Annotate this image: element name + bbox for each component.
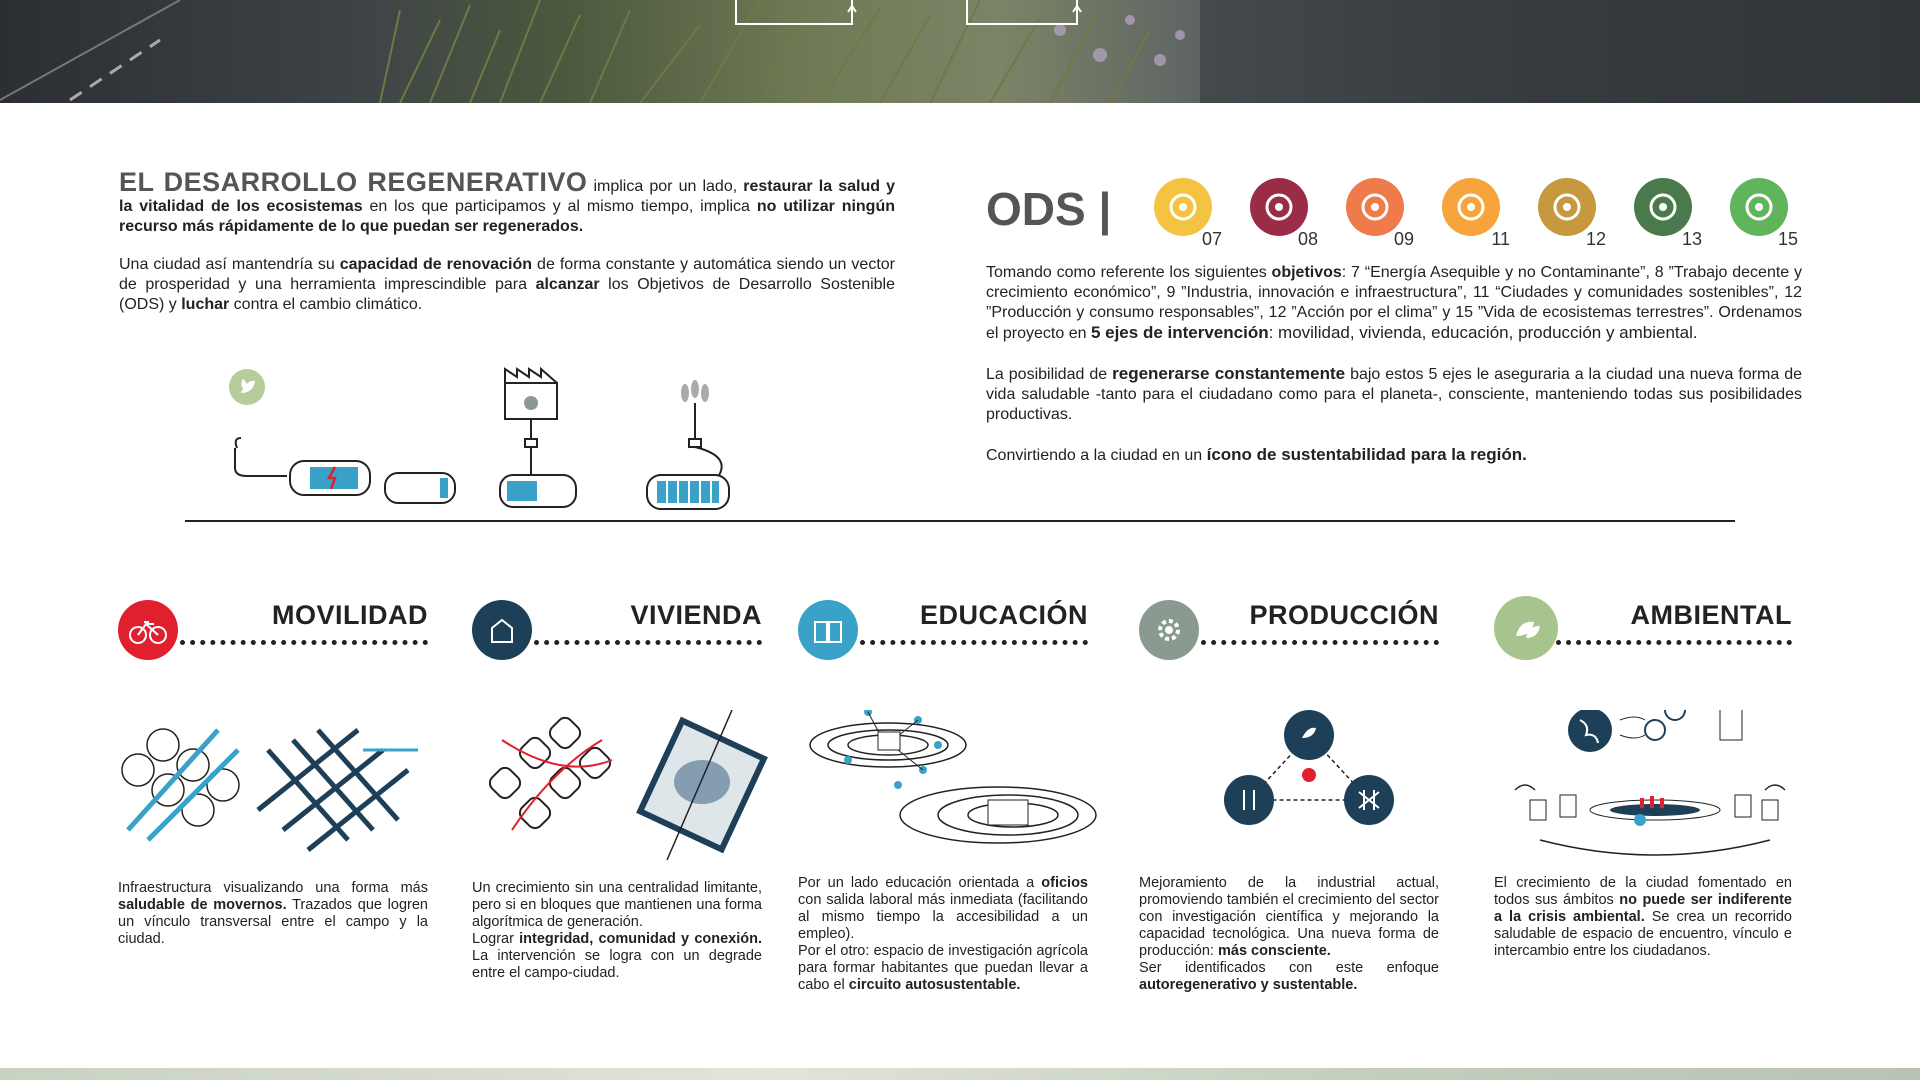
city-icon	[1442, 178, 1510, 249]
book-icon	[798, 600, 858, 660]
ods-text-span: Convirtiendo a la ciudad en un	[986, 447, 1207, 464]
desc-bold: no puede ser indiferente a la crisis ambiental.	[1494, 892, 1792, 925]
desc-text: Se crea un recorrido saludable de espacio de encuentro, vínculo e intercambio entre los ciudadanos.	[1494, 909, 1792, 959]
intro-text: contra el cambio climático.	[229, 296, 423, 313]
intro-bold: alcanzar	[535, 276, 600, 293]
dotted-line	[1201, 640, 1439, 645]
ods-number: 08	[1297, 229, 1318, 249]
pillar-description	[472, 880, 762, 982]
intro-bold: luchar	[181, 296, 230, 313]
ods-paragraph-2	[986, 364, 1802, 425]
intro-bold: capacidad de renovación	[339, 256, 533, 273]
ods-text	[986, 263, 1802, 486]
movilidad-diagram	[118, 710, 428, 860]
ods-bold: objetivos	[1271, 264, 1342, 281]
produccion-diagram	[1139, 710, 1449, 860]
ods-number: 07	[1201, 229, 1222, 249]
desc-bold: autoregenerativo y sustentable.	[1139, 977, 1358, 993]
intro-bold: no utilizar ningún recurso más rápidamente de lo que puedan ser regenerados.	[119, 198, 895, 235]
ods-number: 12	[1585, 229, 1606, 249]
dotted-line	[534, 640, 762, 645]
pillar-title: VIVIENDA	[630, 600, 762, 630]
ods-icons	[1154, 178, 1826, 249]
desc-text: Por un lado educación orientada a	[798, 875, 1042, 891]
pillar-title: EDUCACIÓN	[919, 600, 1088, 630]
battery-illustration	[215, 363, 755, 523]
pillar-title: AMBIENTAL	[1630, 600, 1792, 630]
desc-text: con salida laboral más inmediata (facilitando al mismo tiempo la accesibilidad a un empleo).	[798, 892, 1088, 942]
intro-text: implica por un lado,	[587, 178, 744, 195]
growth-chart-icon	[1250, 178, 1318, 249]
intro-text: de forma constante y automática siendo un vector de prosperidad y una herramienta imprescindible para	[119, 256, 895, 293]
dotted-line	[1556, 640, 1792, 645]
ods-number: 15	[1777, 229, 1798, 249]
desc-text: Mejoramiento de la industrial actual, promoviendo también el crecimiento del sector con investigación científica y mejorando la capacidad tecnológica. Una nueva forma de producción:	[1139, 875, 1439, 959]
hero-photo	[0, 0, 1920, 103]
gear-icon	[1139, 600, 1199, 660]
eye-earth-icon	[1634, 178, 1702, 249]
bicycle-icon	[118, 600, 178, 660]
ods-number: 11	[1491, 229, 1510, 249]
bottom-photo-strip	[0, 1068, 1920, 1080]
desc-text: El crecimiento de la ciudad fomentado en todos sus ámbitos	[1494, 875, 1792, 908]
desc-bold: más consciente.	[1218, 943, 1331, 959]
intro-text: Una ciudad así mantendría su	[119, 256, 340, 273]
cutlery-icon	[1224, 775, 1274, 825]
intro-bold: restaurar la salud y la vitalidad de los ecosistemas	[119, 178, 895, 215]
desc-text: Lograr	[472, 931, 520, 947]
ambiental-diagram	[1494, 710, 1804, 860]
desc-text: Infraestructura visualizando una forma más	[118, 880, 428, 896]
pillar-title: PRODUCCIÓN	[1249, 600, 1439, 630]
pillar-description	[1494, 875, 1792, 960]
desc-text: Por el otro: espacio de investigación agrícola para formar habitantes que puedan llevar a cabo el	[798, 943, 1088, 993]
sun-icon	[1154, 178, 1222, 249]
tree-icon	[1730, 178, 1798, 249]
ods-bold: ícono de sustentabilidad para la región.	[1206, 445, 1527, 464]
ods-text-span: : movilidad, vivienda, educación, producción y ambiental.	[1268, 323, 1698, 342]
educacion-diagram	[798, 710, 1108, 860]
dotted-line	[180, 640, 428, 645]
ods-text-span: Tomando como referente los siguientes	[986, 264, 1272, 281]
desc-bold: integridad, comunidad y conexión.	[519, 931, 762, 947]
globe-icon	[1568, 710, 1612, 752]
ods-number: 13	[1681, 229, 1702, 249]
dotted-line	[860, 640, 1088, 645]
ods-bold: 5 ejes de intervención	[1090, 323, 1269, 342]
ods-bold: regenerarse constantemente	[1112, 364, 1346, 383]
ods-paragraph-1	[986, 263, 1802, 344]
desc-bold: saludable de movernos.	[118, 897, 287, 913]
desc-text: Un crecimiento sin una centralidad limitante, pero si en bloques que mantienen una forma algorítmica de generación.	[472, 880, 762, 930]
desc-bold: circuito autosustentable.	[848, 977, 1021, 993]
pillar-description	[118, 880, 428, 948]
desc-text: La intervención se logra con un degrade entre el campo-ciudad.	[472, 948, 762, 981]
ods-number: 09	[1393, 229, 1414, 249]
pillar-description	[1139, 875, 1439, 994]
intro-paragraph-1	[119, 167, 895, 237]
ods-text-span: La posibilidad de	[986, 366, 1113, 383]
cubes-icon	[1346, 178, 1414, 249]
wheat-icon	[681, 380, 709, 402]
infinity-icon	[1538, 178, 1606, 249]
ods-text-span: : 7 “Energía Asequible y no Contaminante”, 8 ”Trabajo decente y crecimiento económico”, 9 ”Industria, innovación e infraestructura”, 11 “Ciudades y comunidades sostenibles”, 12 ”Producción y consumo responsables”, 12 ”Acción por el clima” y 15 ”Vida de ecosistemas terrestres”. Ordenamos el proyecto en	[986, 264, 1803, 342]
house-icon	[472, 600, 532, 660]
section-divider	[185, 520, 1735, 522]
pillar-description	[798, 875, 1088, 994]
hero-grass-image	[0, 0, 1920, 103]
leaves-icon	[1494, 596, 1558, 660]
pillar-title: MOVILIDAD	[272, 600, 428, 630]
vivienda-diagram	[472, 710, 782, 860]
intro-paragraph-2	[119, 255, 895, 315]
intro-section	[119, 167, 895, 333]
desc-text: Trazados que logren un vínculo transversal entre el campo y la ciudad.	[118, 897, 428, 947]
ods-paragraph-3	[986, 445, 1802, 466]
desc-text: Ser identificados con este enfoque	[1139, 960, 1439, 976]
desc-bold: oficios	[1041, 875, 1088, 891]
ods-title: ODS |	[986, 183, 1112, 235]
intro-text: en los que participamos y al mismo tiempo, implica	[362, 198, 757, 215]
intro-heading: EL DESARROLLO REGENERATIVO	[119, 167, 588, 197]
ods-text-span: bajo estos 5 ejes le aseguraria a la ciudad una nueva forma de vida saludable -tanto para el ciudadano como para el planeta-, consciente, manteniendo todas sus posibilidades productivas.	[986, 366, 1802, 423]
intro-text: los Objetivos de Desarrollo Sostenible (ODS) y	[119, 276, 895, 313]
